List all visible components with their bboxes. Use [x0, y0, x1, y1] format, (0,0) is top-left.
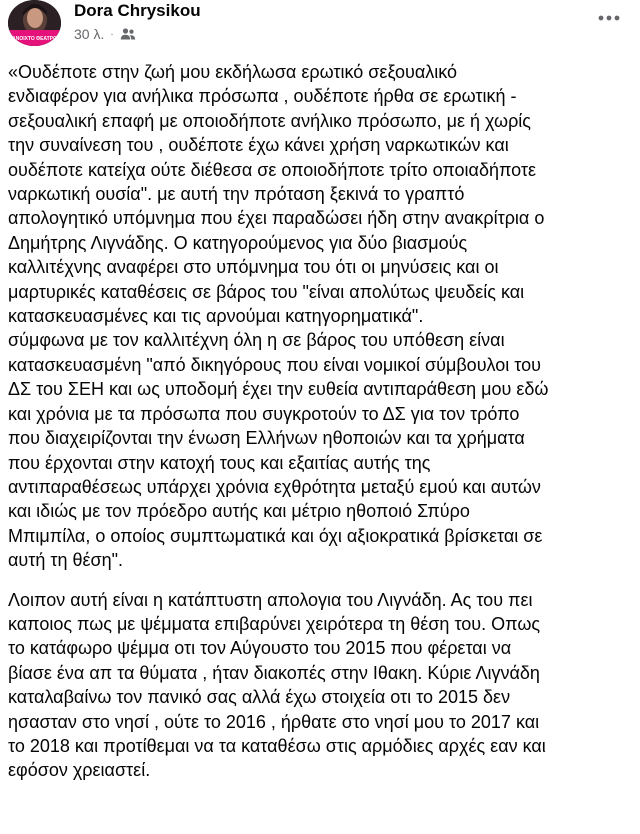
post-text-line: ουδέποτε κατείχα ούτε διέθεσα σε οποιοδήποτε τρίτο οποιαδήποτε	[8, 159, 537, 180]
post-paragraph	[8, 588, 634, 783]
post-text-line: το 2018 και προτίθεμαι να τα καταθέσω στις αρμόδιες αρχές εαν και	[8, 735, 546, 756]
post-text-line: αυτή τη θέση".	[8, 550, 124, 571]
post-body	[8, 60, 634, 783]
post-text-line: Μπιμπίλα, ο οποίος συμπτωματικά και όχι αξιοκρατικά βρίσκεται σε	[8, 525, 543, 546]
avatar[interactable]	[8, 0, 61, 46]
post-text-line: ναρκωτική ουσία". με αυτή την πρόταση ξεκινά το γραπτό	[8, 184, 465, 205]
post-text-line: και ιδιώς με τον πρόεδρο αυτής και μέτριο ηθοποιό Σπύρο	[8, 501, 470, 522]
post-text-line: ησασταν στο νησί , ούτε το 2016 , ήρθατε στο νησί μου το 2017 και	[8, 711, 540, 732]
avatar-image	[8, 0, 61, 46]
post-text-line: βίασε ένα απ τα θύματα , ήταν διακοπές στην Ιθακη. Κύριε Λιγνάδη	[8, 662, 540, 683]
post-text-line: «Ουδέποτε στην ζωή μου εκδήλωσα ερωτικό σεξουαλικό	[8, 62, 458, 82]
post-text-line: ενδιαφέρον για ανήλικα πρόσωπα , ουδέποτε ήρθα σε ερωτική -	[8, 86, 517, 107]
post-text-line: σεξουαλική επαφή με οποιοδήποτε ανήλικο πρόσωπο, με ή χωρίς	[8, 110, 531, 131]
post-meta	[74, 25, 136, 43]
post-text-line: εφόσον χρειαστεί.	[8, 760, 151, 781]
more-options-button[interactable]	[594, 6, 624, 30]
post-text-line: κατασκευασμένες και τις αρνούμαι κατηγορηματικά".	[8, 306, 424, 327]
more-options-icon	[598, 15, 620, 21]
post-text-line: που έρχονται στην κατοχή τους και εξαιτίας αυτής της	[8, 452, 431, 473]
post-text-line: αντιπαραθέσεως υπάρχει χρόνια εχθρότητα μεταξύ εμού και αυτών	[8, 476, 541, 497]
post-text-line: σύμφωνα με τον καλλιτέχνη όλη η σε βάρος του υπόθεση είναι	[8, 330, 505, 351]
post-text-line: που διαχειρίζονται την ένωση Ελλήνων ηθοποιών και τα χρήματα	[8, 428, 525, 449]
post-text-line: απολογητικό υπόμνημα που έχει παραδώσει ήδη στην ανακρίτρια ο	[8, 208, 545, 229]
post-text-line: κατασκευασμένη "από δικηγόρους που είναι νομικοί σύμβουλοι του	[8, 354, 541, 375]
post-header	[8, 0, 632, 52]
post-text-line: καποιος πως με ψέμματα επιβαρύνει χειρότερα τη θέση του. Οπως	[8, 613, 541, 634]
author-name[interactable]: Dora Chrysikou	[74, 1, 201, 20]
post-text-line: μαρτυρικές καταθέσεις σε βάρος του "είναι απολύτως ψευδείς και	[8, 281, 525, 302]
post-text-line: καλλιτέχνης αναφέρει στο υπόμνημα του ότι οι μηνύσεις και οι	[8, 257, 499, 278]
post-text-line: το κατάφωρο ψέμμα οτι τον Αύγουστο του 2015 που φέρεται να	[8, 638, 512, 659]
post-text-line: καταλαβαίνω τον πανικό σας αλλά έχω στοιχεία οτι το 2015 δεν	[8, 687, 511, 708]
post-paragraph	[8, 60, 634, 573]
post-timestamp[interactable]: 30 λ.	[74, 26, 105, 42]
meta-separator: ·	[110, 28, 114, 40]
post-text-line: την συναίνεση του , ουδέποτε έχω κάνει χρήση ναρκωτικών και	[8, 135, 509, 156]
post-text-line: Δημήτρης Λιγνάδης. Ο κατηγορούμενος για δύο βιασμούς	[8, 232, 468, 253]
friends-audience-icon[interactable]	[120, 27, 136, 41]
post-text-line: και χρόνια με τα πρόσωπα που συγκροτούν το ΔΣ για τον τρόπο	[8, 403, 520, 424]
post-text-line: ΔΣ του ΣΕΗ και ως υποδομή έχει την ευθεία αντιπαράθεση μου εδώ	[8, 379, 549, 400]
avatar-badge-text: ΑΝΟΙΧΤΟ ΘΕΑΤΡΟ	[12, 36, 57, 42]
post-text-line: Λοιπον αυτή είναι η κατάπτυστη απολογια του Λιγνάδη. Ας του πει	[8, 589, 533, 610]
